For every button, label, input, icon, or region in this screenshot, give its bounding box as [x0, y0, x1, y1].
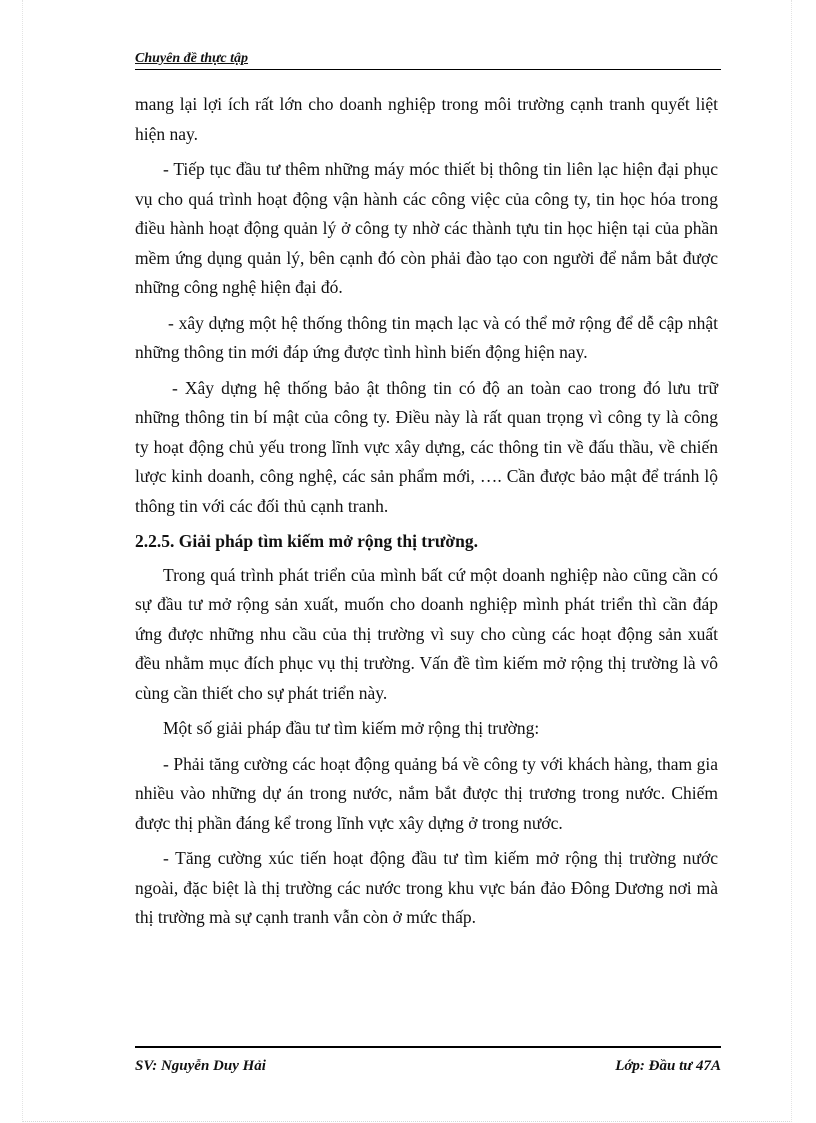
document-body	[135, 90, 718, 939]
paragraph-info-system: - xây dựng một hệ thống thông tin mạch lạc và có thể mở rộng để dễ cập nhật những thông tin mới đáp ứng được tình hình biến động hiện nay.	[135, 312, 718, 362]
paragraph-security: - Xây dựng hệ thống bảo ật thông tin có độ an toàn cao trong đó lưu trữ những thông tin bí mật của công ty. Điều này là rất quan trọng vì công ty là công ty hoạt động chủ yếu trong lĩnh vực xây dựng, các thông tin về đấu thầu, về chiến lược kinh doanh, công nghệ, các sản phẩm mới, …. Cần được bảo mật để tránh lộ thông tin với các đối thủ cạnh tranh.	[135, 377, 718, 516]
page-header	[135, 50, 721, 70]
page-footer	[135, 1046, 721, 1075]
paragraph-domestic: - Phải tăng cường các hoạt động quảng bá về công ty với khách hàng, tham gia nhiều vào những dự án trong nước, nắm bắt được thị trương trong nước. Chiếm được thị phần đáng kể trong lĩnh vực xây dựng ở trong nước.	[135, 753, 718, 833]
section-heading: 2.2.5. Giải pháp tìm kiếm mở rộng thị trường.	[135, 531, 478, 551]
paragraph-equipment: - Tiếp tục đầu tư thêm những máy móc thiết bị thông tin liên lạc hiện đại phục vụ cho quá trình hoạt động vận hành các công việc của công ty, tin học hóa trong điều hành hoạt động quản lý ở công ty nhờ các thành tựu tin học hiện tại của phần mềm ứng dụng quản lý, bên cạnh đó còn phải đào tạo con người để nắm bắt được những công nghệ hiện đại đó.	[135, 159, 718, 297]
header-title: Chuyên đề thực tập	[135, 51, 249, 66]
footer-class: Lớp: Đầu tư 47A	[615, 1058, 721, 1074]
paragraph-market-intro: Trong quá trình phát triển của mình bất cứ một doanh nghiệp nào cũng cần có sự đầu tư mở rộng sản xuất, muốn cho doanh nghiệp mình phát triển thì cần đáp ứng được những nhu cầu của thị trường vì suy cho cùng các hoạt động sản xuất đều nhằm mục đích phục vụ thị trường. Vấn đề tìm kiếm mở rộng thị trường là vô cùng cần thiết cho sự phát triển này.	[135, 564, 718, 703]
footer-student: SV: Nguyễn Duy Hải	[135, 1058, 266, 1074]
paragraph-continuation: mang lại lợi ích rất lớn cho doanh nghiệp trong môi trường cạnh tranh quyết liệt hiện nay.	[135, 94, 718, 144]
paragraph-solutions-lead: Một số giải pháp đầu tư tìm kiếm mở rộng thị trường:	[163, 718, 540, 738]
paragraph-foreign: - Tăng cường xúc tiến hoạt động đầu tư tìm kiếm mở rộng thị trường nước ngoài, đặc biệt là thị trường các nước trong khu vực bán đảo Đông Dương nơi mà thị trường mà sự cạnh tranh vẫn còn ở mức thấp.	[135, 848, 718, 927]
